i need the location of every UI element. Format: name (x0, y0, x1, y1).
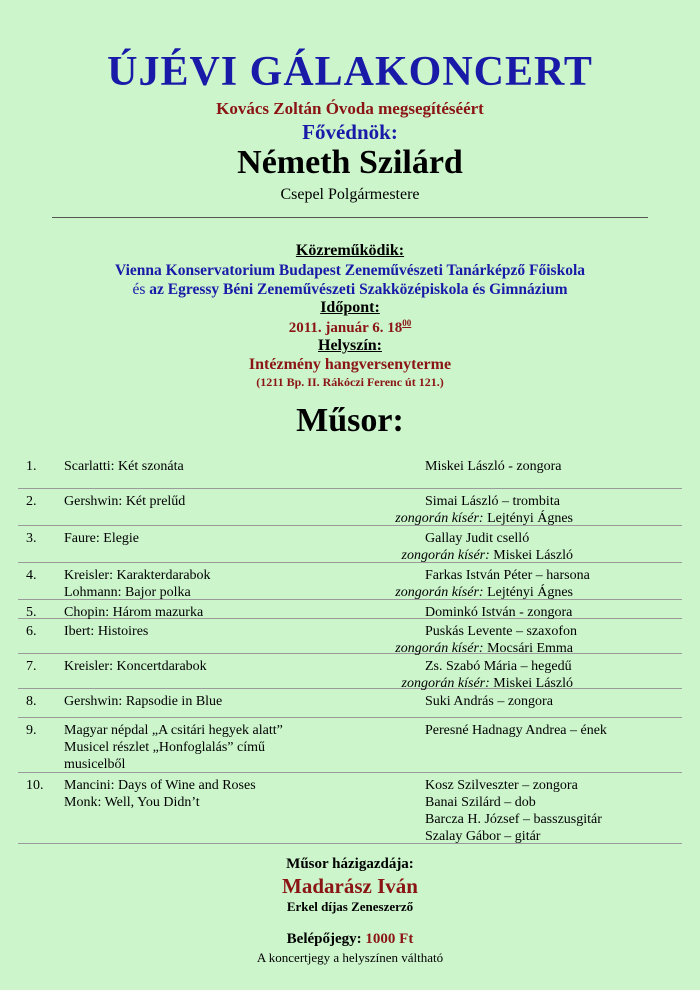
patron-role: Csepel Polgármestere (280, 186, 420, 203)
accompanist-label: zongorán kísér: (401, 548, 490, 563)
program-item-performers (425, 530, 529, 547)
ticket-price: 1000 Ft (361, 931, 414, 947)
program-item (18, 619, 682, 654)
program-item-performers (425, 722, 607, 739)
program-item-performers (425, 777, 602, 845)
program-piece: Chopin: Három mazurka (64, 605, 204, 620)
program-piece: Gershwin: Rapsodie in Blue (64, 694, 223, 709)
program-item-number: 2. (26, 494, 37, 509)
patron-name: Németh Szilárd (237, 144, 463, 181)
program-item-pieces (64, 722, 283, 773)
program-item (18, 718, 682, 773)
program-piece: musicelből (64, 757, 126, 772)
program-performer: Peresné Hadnagy Andrea – ének (425, 723, 607, 738)
program-piece: Magyar népdal „A csitári hegyek alatt” (64, 723, 283, 738)
program-item (18, 489, 682, 526)
program-piece: Ibert: Histoires (64, 624, 149, 639)
program-item-pieces (64, 658, 207, 675)
program-performer: Miskei László - zongora (425, 459, 562, 474)
program-item-number: 8. (26, 694, 37, 709)
time-minutes: 00 (402, 318, 412, 328)
program-accompanist (395, 510, 573, 527)
program-performer: Banai Szilárd – dob (425, 795, 536, 810)
contributor-line-2 (0, 281, 700, 299)
program-piece: Kreisler: Koncertdarabok (64, 659, 207, 674)
program-item-number: 5. (26, 605, 37, 620)
ticket-note: A koncertjegy a helyszínen váltható (256, 950, 444, 965)
program-piece: Monk: Well, You Didn’t (64, 795, 200, 810)
event-subtitle: Kovács Zoltán Óvoda megsegítéséért (216, 99, 484, 118)
program-performer: Barcza H. József – basszusgitár (425, 812, 602, 827)
program-performer: Farkas István Péter – harsona (425, 568, 590, 583)
program-piece: Gershwin: Két prelűd (64, 494, 186, 509)
program-piece: Scarlatti: Két szonáta (64, 459, 184, 474)
program-item-pieces (64, 493, 185, 510)
ticket-line (0, 931, 700, 948)
host-subtitle: Erkel díjas Zeneszerző (286, 899, 414, 914)
program-piece: Lohmann: Bajor polka (64, 585, 191, 600)
program-performer: Simai László – trombita (425, 494, 560, 509)
program-item-number: 7. (26, 659, 37, 674)
accompanist-name: Miskei László (489, 548, 573, 563)
venue-heading: Helyszín: (318, 337, 382, 354)
contributor-line-2-text: az Egressy Béni Zeneművészeti Szakközépiskola és Gimnázium (145, 281, 568, 298)
program-piece: Kreisler: Karakterdarabok (64, 568, 211, 583)
accompanist-name: Lejtényi Ágnes (483, 511, 573, 526)
divider (52, 217, 648, 218)
contributors-heading: Közreműködik: (295, 242, 405, 259)
program-item-performers (425, 458, 561, 475)
program-item-pieces (64, 530, 139, 547)
program-item-performers (425, 623, 577, 640)
venue-name: Intézmény hangversenyterme (248, 356, 452, 373)
program-item-pieces (64, 623, 148, 640)
program-performer: Suki András – zongora (425, 694, 553, 709)
time-date: 2011. január 6. 18 (288, 320, 403, 336)
program-piece: Mancini: Days of Wine and Roses (64, 778, 256, 793)
program-performer: Zs. Szabó Mária – hegedű (425, 659, 572, 674)
contributor-line-2-prefix: és (132, 281, 146, 298)
ticket-label: Belépőjegy: (286, 931, 362, 947)
program-piece: Faure: Elegie (64, 531, 140, 546)
program-item-performers (425, 693, 553, 710)
program-item (18, 526, 682, 563)
program-item-number: 3. (26, 531, 37, 546)
program-heading: Műsor: (296, 402, 404, 439)
program-item-number: 1. (26, 459, 37, 474)
accompanist-name: Mocsári Emma (483, 641, 573, 656)
program-item-pieces (64, 693, 222, 710)
program-performer: Szalay Gábor – gitár (425, 829, 541, 844)
program-performer: Puskás Levente – szaxofon (425, 624, 578, 639)
program-item-number: 10. (26, 778, 44, 793)
program-list (18, 454, 682, 844)
program-item (18, 600, 682, 619)
program-item-pieces (64, 567, 211, 601)
program-item-number: 9. (26, 723, 37, 738)
program-item-number: 6. (26, 624, 37, 639)
contributor-line-1: Vienna Konservatorium Budapest Zeneművészeti Tanárképző Főiskola (114, 262, 586, 279)
host-heading: Műsor házigazdája: (286, 856, 414, 872)
patron-label: Fővédnök: (302, 120, 398, 144)
program-item (18, 689, 682, 718)
time-heading: Időpont: (320, 299, 380, 316)
program-accompanist (395, 584, 573, 601)
accompanist-label: zongorán kísér: (395, 585, 484, 600)
venue-address: (1211 Bp. II. Rákóczi Ferenc út 121.) (256, 375, 444, 389)
accompanist-label: zongorán kísér: (395, 641, 484, 656)
program-item-pieces (64, 458, 184, 475)
accompanist-name: Miskei László (489, 676, 573, 691)
program-performer: Kosz Szilveszter – zongora (425, 778, 578, 793)
program-item (18, 454, 682, 489)
program-performer: Dominkó István - zongora (425, 605, 573, 620)
accompanist-name: Lejtényi Ágnes (483, 585, 573, 600)
accompanist-label: zongorán kísér: (395, 511, 484, 526)
program-item (18, 563, 682, 600)
event-title: ÚJÉVI GÁLAKONCERT (107, 49, 593, 95)
host-name: Madarász Iván (282, 874, 418, 898)
time-value (0, 318, 700, 337)
program-item (18, 773, 682, 844)
program-accompanist (402, 547, 574, 564)
program-performer: Gallay Judit cselló (425, 531, 530, 546)
program-item-performers (425, 567, 590, 584)
program-item-performers (425, 493, 560, 510)
accompanist-label: zongorán kísér: (401, 676, 490, 691)
program-piece: Musicel részlet „Honfoglalás” című (64, 740, 265, 755)
program-item-pieces (64, 777, 256, 811)
program-item (18, 654, 682, 689)
program-item-number: 4. (26, 568, 37, 583)
program-item-performers (425, 658, 572, 675)
